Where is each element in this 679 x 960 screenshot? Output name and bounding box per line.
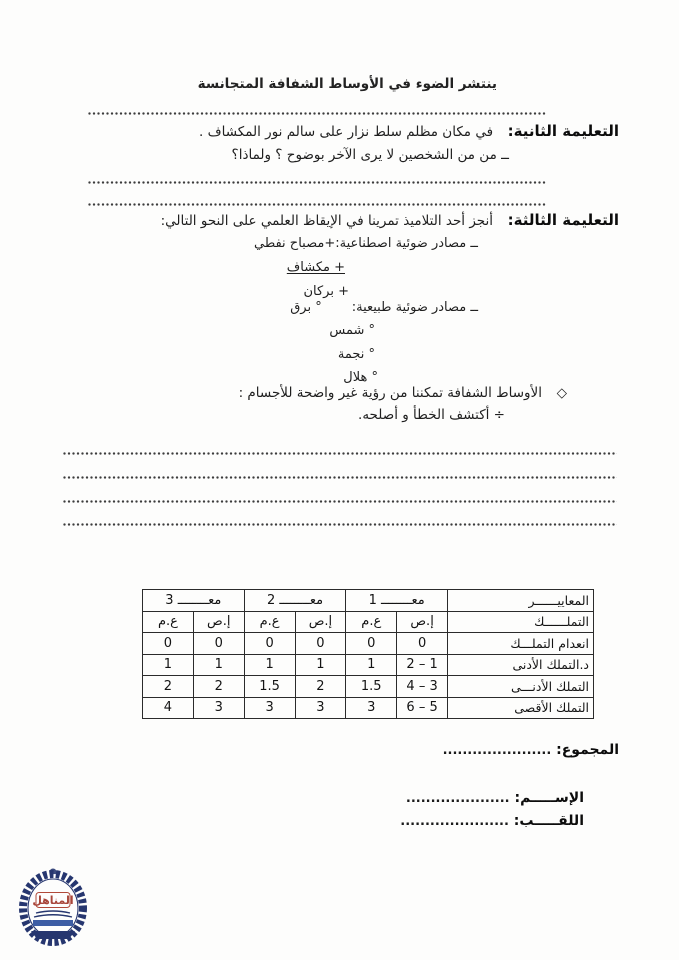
- artificial-sources-label: ــ مصادر ضوئية اصطناعية:: [335, 236, 478, 251]
- table-cell: 0: [346, 633, 397, 655]
- table-cell: 1.5: [244, 676, 295, 698]
- table-row: [143, 654, 594, 676]
- answer-dotted-line: [63, 452, 617, 455]
- diamond-bullet-icon: ◇: [556, 385, 567, 401]
- total-blank: ......................: [442, 743, 552, 758]
- table-cell: إ.ص: [397, 611, 448, 633]
- table-cell: 0: [397, 633, 448, 655]
- statement-text: الأوساط الشفافة تمكننا من رؤية غير واضحة للأجسام :: [238, 385, 543, 401]
- table-cell: 3 – 4: [397, 676, 448, 698]
- table-cell-crit2: معــــــــ 2: [244, 590, 346, 612]
- table-cell: 3: [346, 697, 397, 719]
- task-text: ÷ أكتشف الخطأ و أصلحه.: [358, 407, 505, 423]
- firstname-blank: .....................: [405, 791, 510, 806]
- table-cell: 2: [193, 676, 244, 698]
- table-row-label: د.التملك الأدنى: [448, 654, 594, 676]
- table-cell: إ.ص: [193, 611, 244, 633]
- table-cell-crit1: معــــــــ 1: [346, 590, 448, 612]
- table-cell: 1.5: [346, 676, 397, 698]
- lesson-title: ينتشر الضوء في الأوساط الشفافة المتجانسة: [197, 76, 497, 92]
- answer-dotted-line: [88, 112, 546, 115]
- answer-dotted-line: [88, 203, 546, 206]
- table-header-row: [143, 590, 594, 612]
- table-cell: إ.ص: [295, 611, 346, 633]
- artificial-source-item: + مكشاف: [286, 260, 345, 275]
- natural-source-item: ° هلال: [343, 370, 378, 385]
- answer-dotted-line: [63, 476, 617, 479]
- table-cell: 1: [244, 654, 295, 676]
- table-cell: 3: [193, 697, 244, 719]
- total-field: [443, 742, 619, 758]
- answer-dotted-line: [63, 500, 617, 503]
- table-row-label: التملك الأقصى: [448, 697, 594, 719]
- table-cell: 2: [143, 676, 194, 698]
- artificial-sources-line: [254, 236, 478, 251]
- instruction-3-text: أنجز أحد التلاميذ تمرينا في الإيقاظ العلمي على النحو التالي:: [160, 213, 494, 229]
- lastname-label: اللقـــــب:: [513, 813, 584, 829]
- table-row: [143, 633, 594, 655]
- natural-sources-label: ــ مصادر ضوئية طبيعية:: [351, 300, 478, 315]
- lastname-blank: ......................: [400, 814, 509, 829]
- firstname-field: [406, 790, 584, 806]
- table-cell: 1: [295, 654, 346, 676]
- table-row: [143, 697, 594, 719]
- answer-dotted-line: [88, 181, 546, 184]
- artificial-source-item: +مصباح نفطي: [253, 236, 336, 251]
- table-cell-ownership: التملــــــك: [448, 611, 594, 633]
- instruction-2-question: ــ من من الشخصين لا يرى الآخر بوضوح ؟ ولماذا؟: [231, 147, 509, 163]
- table-cell: 0: [295, 633, 346, 655]
- table-cell: 2: [295, 676, 346, 698]
- instruction-3-line: [161, 211, 619, 229]
- natural-source-item: ° برق: [290, 300, 322, 315]
- table-cell: 1: [143, 654, 194, 676]
- natural-source-item: ° شمس: [329, 323, 375, 338]
- table-cell: 0: [143, 633, 194, 655]
- table-row: [143, 676, 594, 698]
- table-subheader-row: [143, 611, 594, 633]
- answer-dotted-line: [63, 523, 617, 526]
- statement-line: [239, 385, 567, 401]
- firstname-label: الإســـــم:: [514, 790, 584, 806]
- lastname-field: [400, 813, 584, 829]
- table-cell: 1: [346, 654, 397, 676]
- total-label: المجموع:: [556, 742, 619, 758]
- natural-sources-line: [290, 300, 478, 315]
- artificial-source-item: + بركان: [303, 284, 349, 299]
- grading-rubric-table: [142, 589, 594, 719]
- table-cell: 4: [143, 697, 194, 719]
- table-cell: 1 – 2: [397, 654, 448, 676]
- stamp-text: المناهل: [32, 894, 74, 907]
- table-cell: ع.م: [346, 611, 397, 633]
- table-row-label: التملك الأدنـــى: [448, 676, 594, 698]
- table-cell: 3: [244, 697, 295, 719]
- school-stamp-logo-icon: [16, 866, 90, 950]
- table-cell-crit3: معــــــــ 3: [143, 590, 245, 612]
- table-cell: ع.م: [143, 611, 194, 633]
- table-cell: 5 – 6: [397, 697, 448, 719]
- instruction-2-text: في مكان مظلم سلط نزار على سالم نور المكشاف .: [199, 124, 494, 140]
- table-cell: 3: [295, 697, 346, 719]
- instruction-3-label: التعليمة الثالثة:: [507, 211, 619, 229]
- table-cell: 0: [193, 633, 244, 655]
- natural-source-item: ° نجمة: [337, 347, 375, 362]
- instruction-2-line: [199, 122, 619, 140]
- table-row-label: انعدام التملـــك: [448, 633, 594, 655]
- instruction-2-label: التعليمة الثانية:: [507, 122, 619, 140]
- table-cell: 0: [244, 633, 295, 655]
- table-cell-criteria: المعاييــــــر: [448, 590, 594, 612]
- table-cell: 1: [193, 654, 244, 676]
- table-cell: ع.م: [244, 611, 295, 633]
